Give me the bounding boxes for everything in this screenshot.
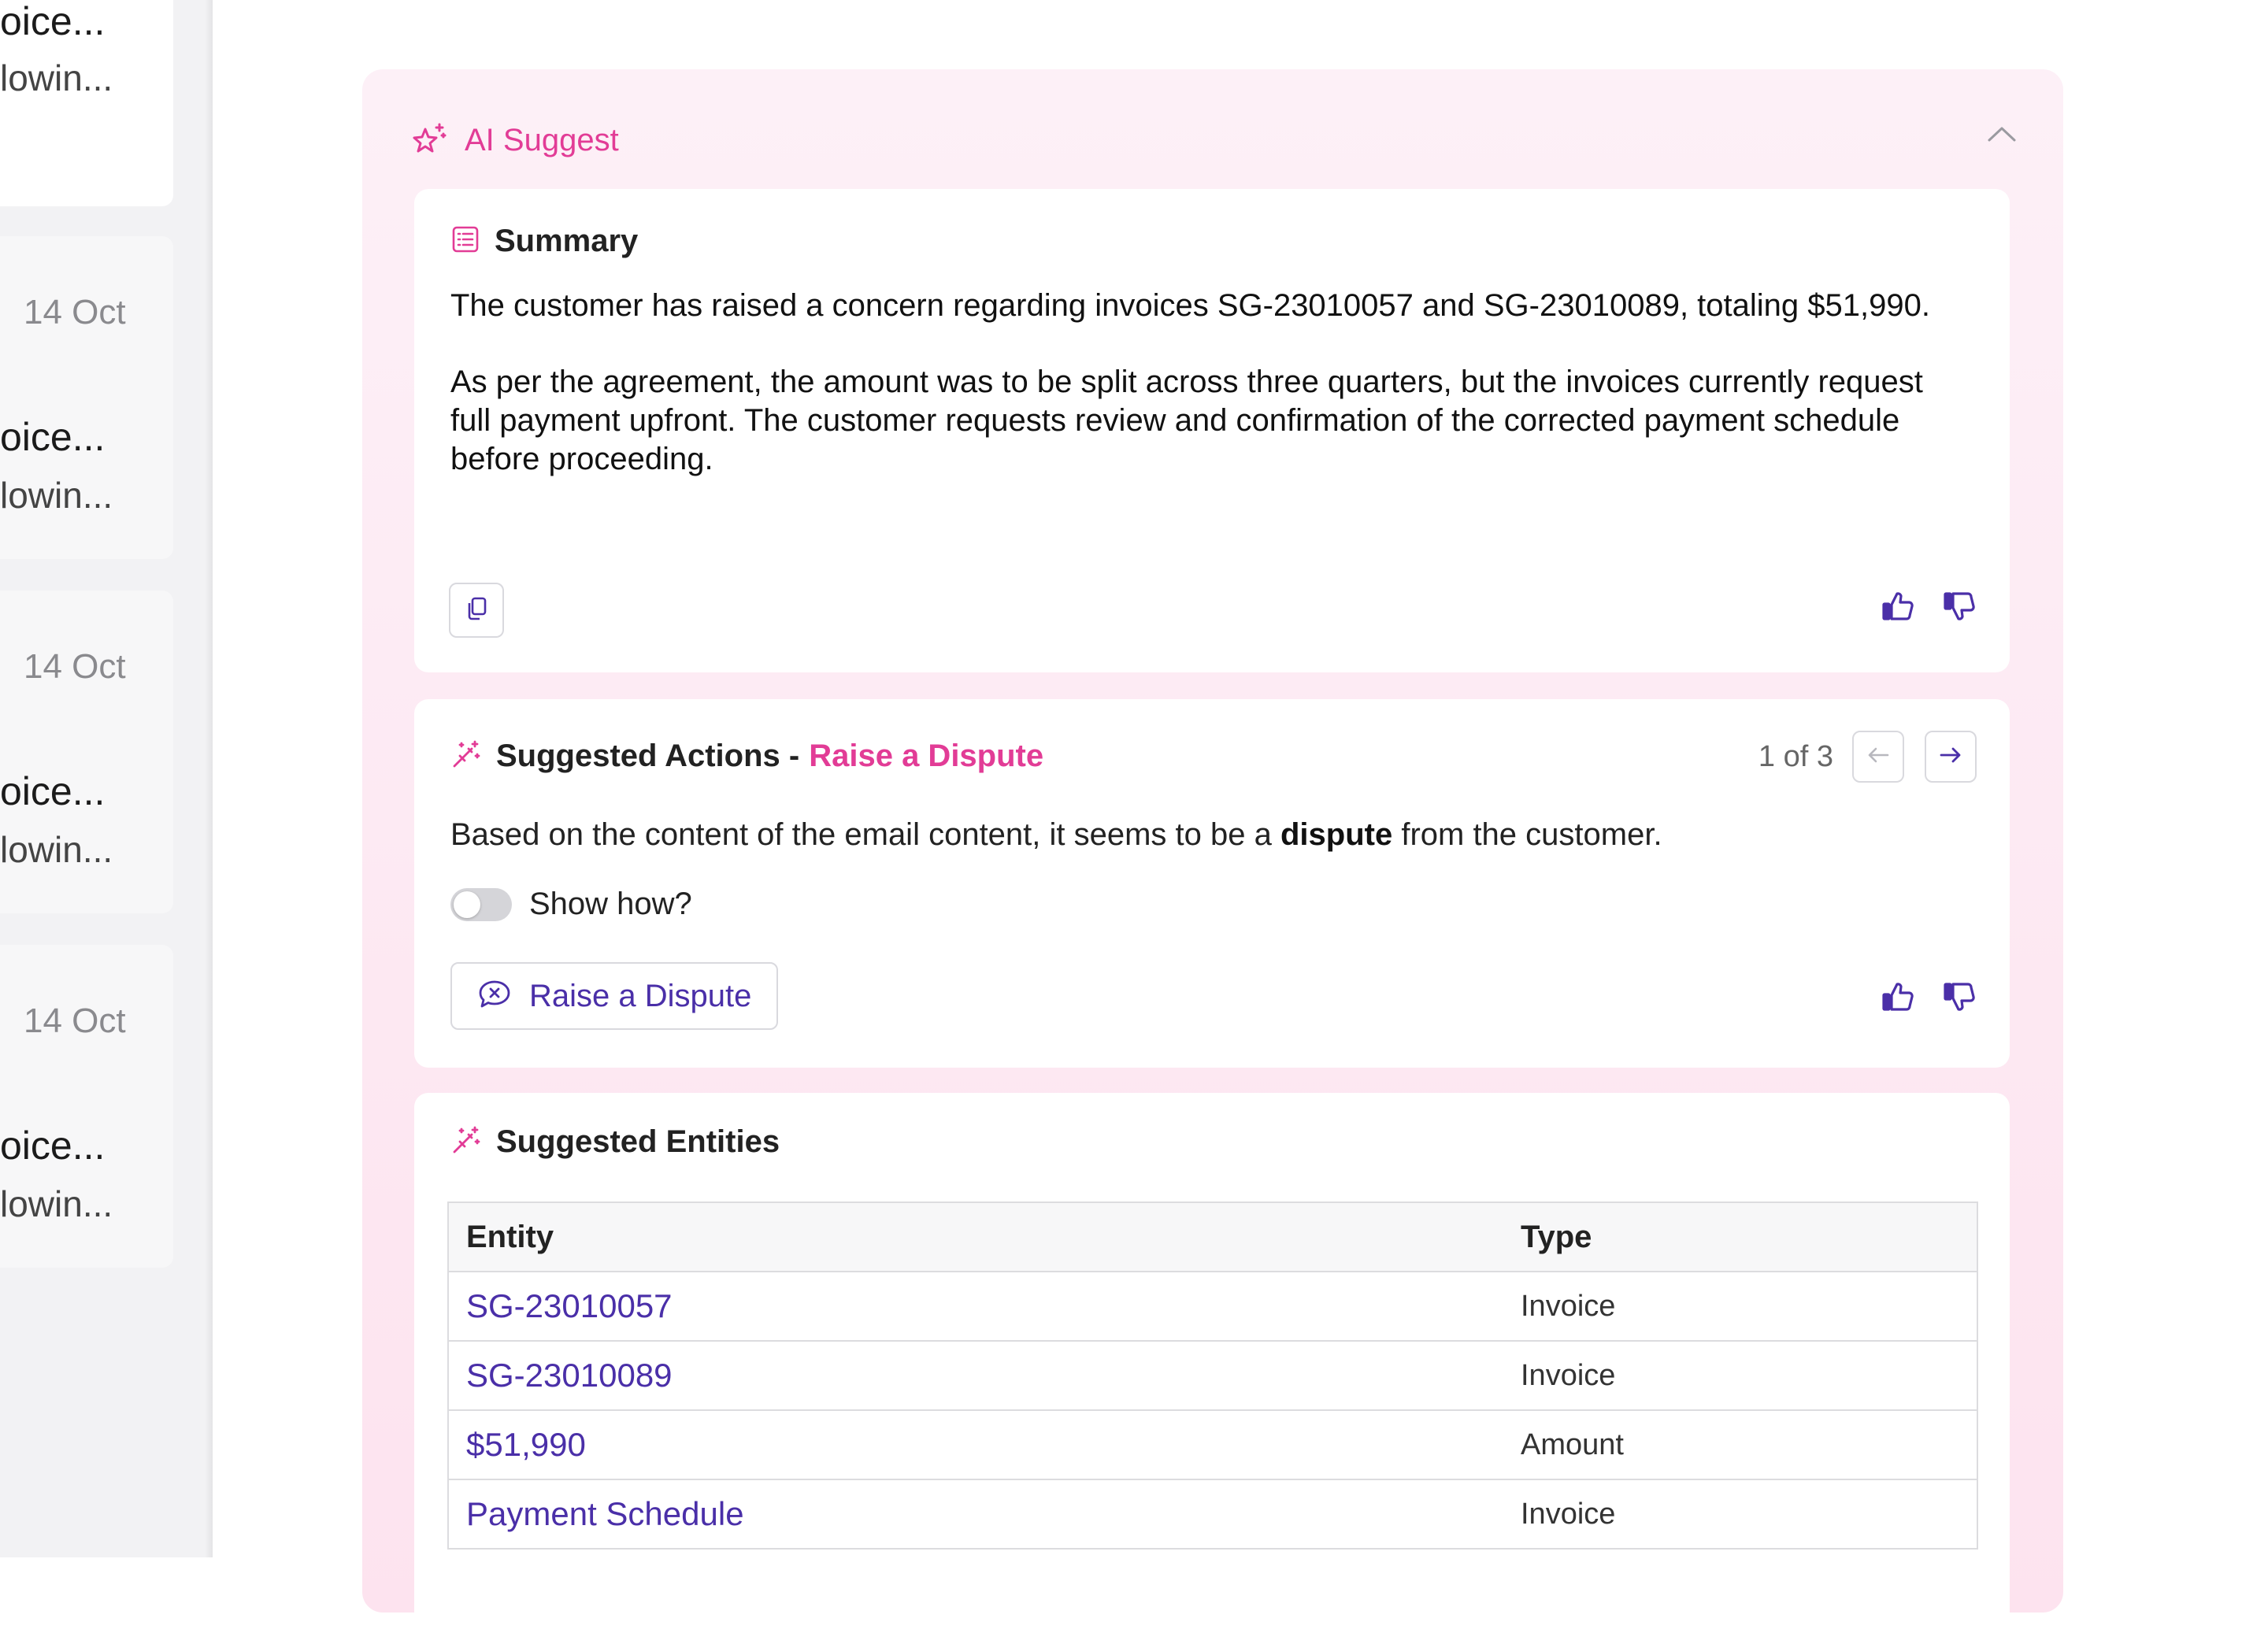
arrow-right-icon (1939, 746, 1962, 768)
suggested-entities-header (450, 1124, 780, 1160)
email-preview: lowin... (0, 1183, 113, 1224)
suggested-actions-header (450, 739, 1043, 774)
suggested-action-description (450, 817, 1662, 853)
entity-type: Amount (1503, 1410, 1977, 1479)
thumbs-down-icon[interactable] (1942, 589, 1977, 624)
pager-count: 1 of 3 (1758, 739, 1833, 773)
suggestion-pager (1758, 731, 1977, 783)
raise-dispute-button[interactable] (450, 962, 778, 1030)
email-list-item[interactable] (0, 591, 173, 913)
magic-wand-icon (450, 739, 482, 774)
thumbs-up-icon[interactable] (1881, 589, 1915, 624)
table-row (448, 1272, 1977, 1341)
previous-button[interactable] (1852, 731, 1904, 783)
show-how-toggle[interactable] (450, 888, 512, 921)
email-list-item[interactable] (0, 0, 173, 206)
ai-suggest-title: AI Suggest (465, 122, 619, 157)
email-list-panel (0, 0, 213, 1557)
summary-header (450, 224, 638, 259)
suggested-actions-card (414, 699, 2010, 1068)
chat-close-icon (477, 979, 512, 1014)
summary-title: Summary (495, 224, 639, 258)
email-date: 14 Oct (24, 1002, 126, 1040)
table-row (448, 1341, 1977, 1410)
ai-suggest-header (411, 117, 619, 164)
summary-feedback (1881, 589, 1977, 624)
thumbs-up-icon[interactable] (1881, 979, 1915, 1014)
email-list-item[interactable] (0, 236, 173, 559)
entity-link[interactable]: SG-23010089 (448, 1341, 1503, 1410)
table-row (448, 1479, 1977, 1549)
summary-card (414, 189, 2010, 672)
email-preview: lowin... (0, 57, 113, 98)
email-preview: lowin... (0, 829, 113, 870)
suggested-entities-card (414, 1093, 2010, 1644)
email-subject: oice... (0, 769, 106, 813)
show-how-row (450, 887, 692, 922)
list-document-icon (450, 224, 480, 258)
email-subject: oice... (0, 415, 106, 459)
copy-icon (463, 595, 490, 626)
entity-type: Invoice (1503, 1479, 1977, 1549)
summary-text (450, 287, 1947, 517)
magic-wand-icon (450, 1124, 482, 1160)
table-row (448, 1410, 1977, 1479)
suggested-action-name: Raise a Dispute (809, 739, 1044, 773)
suggested-actions-title: Suggested Actions - (496, 739, 800, 773)
entity-link[interactable]: Payment Schedule (448, 1479, 1503, 1549)
email-date: 14 Oct (24, 647, 126, 686)
description-text: Based on the content of the email content, it seems to be a (450, 817, 1280, 852)
actions-feedback (1881, 979, 1977, 1014)
raise-dispute-label: Raise a Dispute (529, 978, 752, 1013)
email-subject: oice... (0, 1124, 106, 1168)
ai-suggest-panel (362, 69, 2063, 1613)
description-text: from the customer. (1392, 817, 1662, 852)
email-preview: lowin... (0, 475, 113, 516)
copy-button[interactable] (449, 583, 504, 638)
summary-paragraph: As per the agreement, the amount was to be split across three quarters, but the invoices currently request full payment upfront. The customer requests review and confirmation of the corrected payment schedule before proceeding. (450, 365, 1923, 476)
email-subject: oice... (0, 0, 106, 43)
chevron-up-icon[interactable] (1986, 124, 2018, 147)
arrow-left-icon (1866, 746, 1890, 768)
description-emphasis: dispute (1280, 817, 1393, 852)
entity-type: Invoice (1503, 1272, 1977, 1341)
email-date: 14 Oct (24, 293, 126, 331)
suggested-entities-title: Suggested Entities (496, 1124, 780, 1159)
thumbs-down-icon[interactable] (1942, 979, 1977, 1014)
column-header-type: Type (1503, 1202, 1977, 1272)
entity-type: Invoice (1503, 1341, 1977, 1410)
entity-link[interactable]: SG-23010057 (448, 1272, 1503, 1341)
show-how-label: Show how? (529, 887, 692, 921)
next-button[interactable] (1925, 731, 1977, 783)
entities-table (447, 1202, 1978, 1550)
summary-paragraph: The customer has raised a concern regarding invoices SG-23010057 and SG-23010089, totaling $51,990. (450, 288, 1930, 323)
entity-link[interactable]: $51,990 (448, 1410, 1503, 1479)
table-header-row (448, 1202, 1977, 1272)
sparkle-star-icon (411, 120, 449, 161)
email-list-item[interactable] (0, 945, 173, 1268)
column-header-entity: Entity (448, 1202, 1503, 1272)
